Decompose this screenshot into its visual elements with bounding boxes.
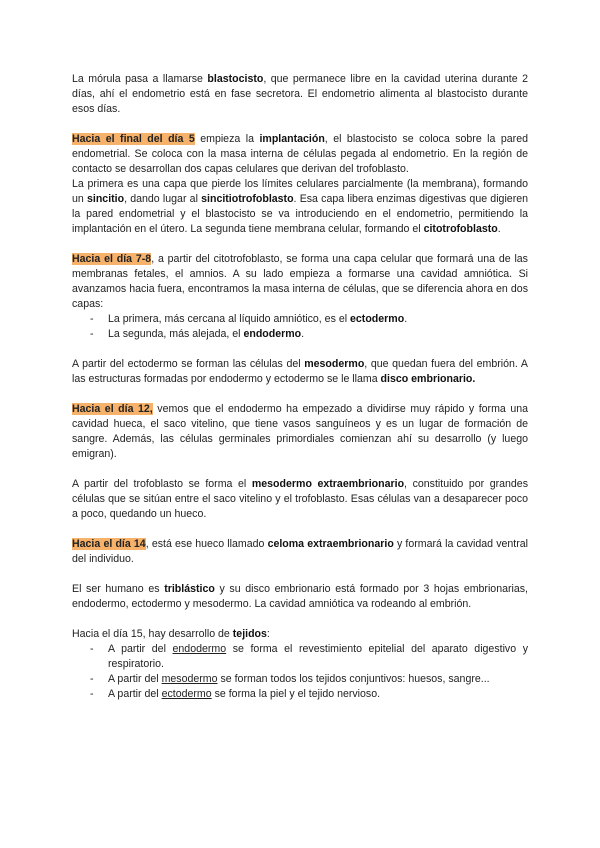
term-triblastico: triblástico <box>164 583 215 595</box>
highlight-dia-14: Hacia el día 14 <box>72 538 146 550</box>
highlight-dia-5: Hacia el final del día 5 <box>72 133 195 145</box>
term-celoma-extraembrionario: celoma extraembrionario <box>267 538 394 550</box>
text: Hacia el día 15, hay desarrollo de <box>72 628 233 640</box>
text: El ser humano es <box>72 583 165 595</box>
term-citotrofoblasto: citotrofoblasto <box>423 223 498 235</box>
paragraph-dia-14 <box>72 537 528 567</box>
text: y su disco embrionario está formado por 3 hojas embrionarias, endodermo, ectodermo y mesodermo. La cavidad amniótica va rodeando al embrión. <box>72 583 528 610</box>
text: se forma el revestimiento epitelial del aparato digestivo y respiratorio. <box>108 643 528 670</box>
text: , constituido por grandes células que se sitúan entre el saco vitelino y el trofoblasto. Esas células van a desaparecer poco a poco, quedando un hueco. <box>72 478 528 520</box>
term-implantacion: implantación <box>259 133 325 145</box>
text: , que quedan fuera del embrión. A las estructuras formadas por endodermo y ectodermo se le llama <box>72 358 528 385</box>
paragraph-trofoblasto <box>72 477 528 522</box>
text: . <box>404 313 408 325</box>
paragraph-dia-5 <box>72 132 528 177</box>
highlight-dia-7-8: Hacia el día 7-8 <box>72 253 152 265</box>
text: A partir del <box>108 643 173 655</box>
text: , que permanece libre en la cavidad uterina durante 2 días, ahí el endometrio está en fase secretora. El endometrio alimenta al blastocisto durante esos días. <box>72 73 528 115</box>
term-ectodermo: ectodermo <box>350 313 405 325</box>
text: A partir del ectodermo se forman las células del <box>72 358 305 370</box>
text: La mórula pasa a llamarse <box>72 73 208 85</box>
text: . Esa capa libera enzimas digestivas que digieren la pared endometrial y el blastocisto se va introduciendo en el endometrio, permitiendo la implantación en el útero. La segunda tiene membrana celular, formando el <box>72 193 529 235</box>
text: , dando lugar al <box>124 193 202 205</box>
list-item <box>108 642 528 672</box>
term-mesodermo-extraembrionario: mesodermo extraembrionario <box>251 478 405 490</box>
paragraph-dia-15 <box>72 627 528 642</box>
text: , el blastocisto se coloca sobre la pared endometrial. Se coloca con la masa interna de células pegada al endometrio. En la región de contacto se desarrollan dos capas celulares que derivan del trofoblasto. <box>72 133 528 175</box>
text: : <box>266 628 270 640</box>
text: La segunda, más alejada, el <box>108 328 244 340</box>
term-endodermo: endodermo <box>243 328 302 340</box>
paragraph-triblastico <box>72 582 528 612</box>
paragraph-dia-7-8 <box>72 252 528 312</box>
list-tejidos <box>72 642 528 702</box>
list-item <box>108 687 528 702</box>
text: A partir del trofoblasto se forma el <box>72 478 252 490</box>
term-sincitio: sincitio <box>87 193 125 205</box>
term-mesodermo: mesodermo <box>304 358 365 370</box>
text: A partir del <box>108 673 162 685</box>
text: . <box>497 223 501 235</box>
list-capas <box>72 312 528 342</box>
term-tejidos: tejidos <box>232 628 267 640</box>
paragraph-mesodermo <box>72 357 528 387</box>
text: , está ese hueco llamado <box>145 538 268 550</box>
text: empieza la <box>194 133 260 145</box>
text: se forman todos los tejidos conjuntivos: huesos, sangre... <box>217 673 490 685</box>
term-ectodermo-underlined: ectodermo <box>161 688 212 700</box>
paragraph-sincitio <box>72 177 528 237</box>
term-endodermo-underlined: endodermo <box>172 643 227 655</box>
paragraph-dia-12 <box>72 402 528 462</box>
text: A partir del <box>108 688 162 700</box>
text: La primera, más cercana al líquido amniótico, es el <box>108 313 351 325</box>
term-disco-embrionario: disco embrionario. <box>380 373 476 385</box>
term-sincitiotrofoblasto: sincitiotrofoblasto <box>201 193 294 205</box>
text: se forma la piel y el tejido nervioso. <box>211 688 381 700</box>
text: . <box>301 328 305 340</box>
paragraph-blastocisto <box>72 72 528 117</box>
highlight-dia-12: Hacia el día 12, <box>72 403 153 415</box>
list-item <box>108 327 528 342</box>
text: La primera es una capa que pierde los límites celulares parcialmente (la membrana), formando un <box>72 178 528 205</box>
term-mesodermo-underlined: mesodermo <box>161 673 218 685</box>
text: vemos que el endodermo ha empezado a dividirse muy rápido y forma una cavidad hueca, el saco vitelino, que tiene vasos sanguíneos y es un lugar de formación de sangre. Además, las células germinales primordiales comienzan ahí su desarrollo (y luego emigran). <box>72 403 529 460</box>
term-blastocisto: blastocisto <box>207 73 264 85</box>
text: , a partir del citotrofoblasto, se forma una capa celular que formará una de las membranas fetales, el amnios. A su lado empieza a formarse una cavidad amniótica. Si avanzamos hacia fuera, encontramos la masa interna de células, que se diferencia ahora en dos capas: <box>72 253 528 310</box>
list-item <box>108 312 528 327</box>
list-item <box>108 672 528 687</box>
text: y formará la cavidad ventral del individuo. <box>72 538 528 565</box>
